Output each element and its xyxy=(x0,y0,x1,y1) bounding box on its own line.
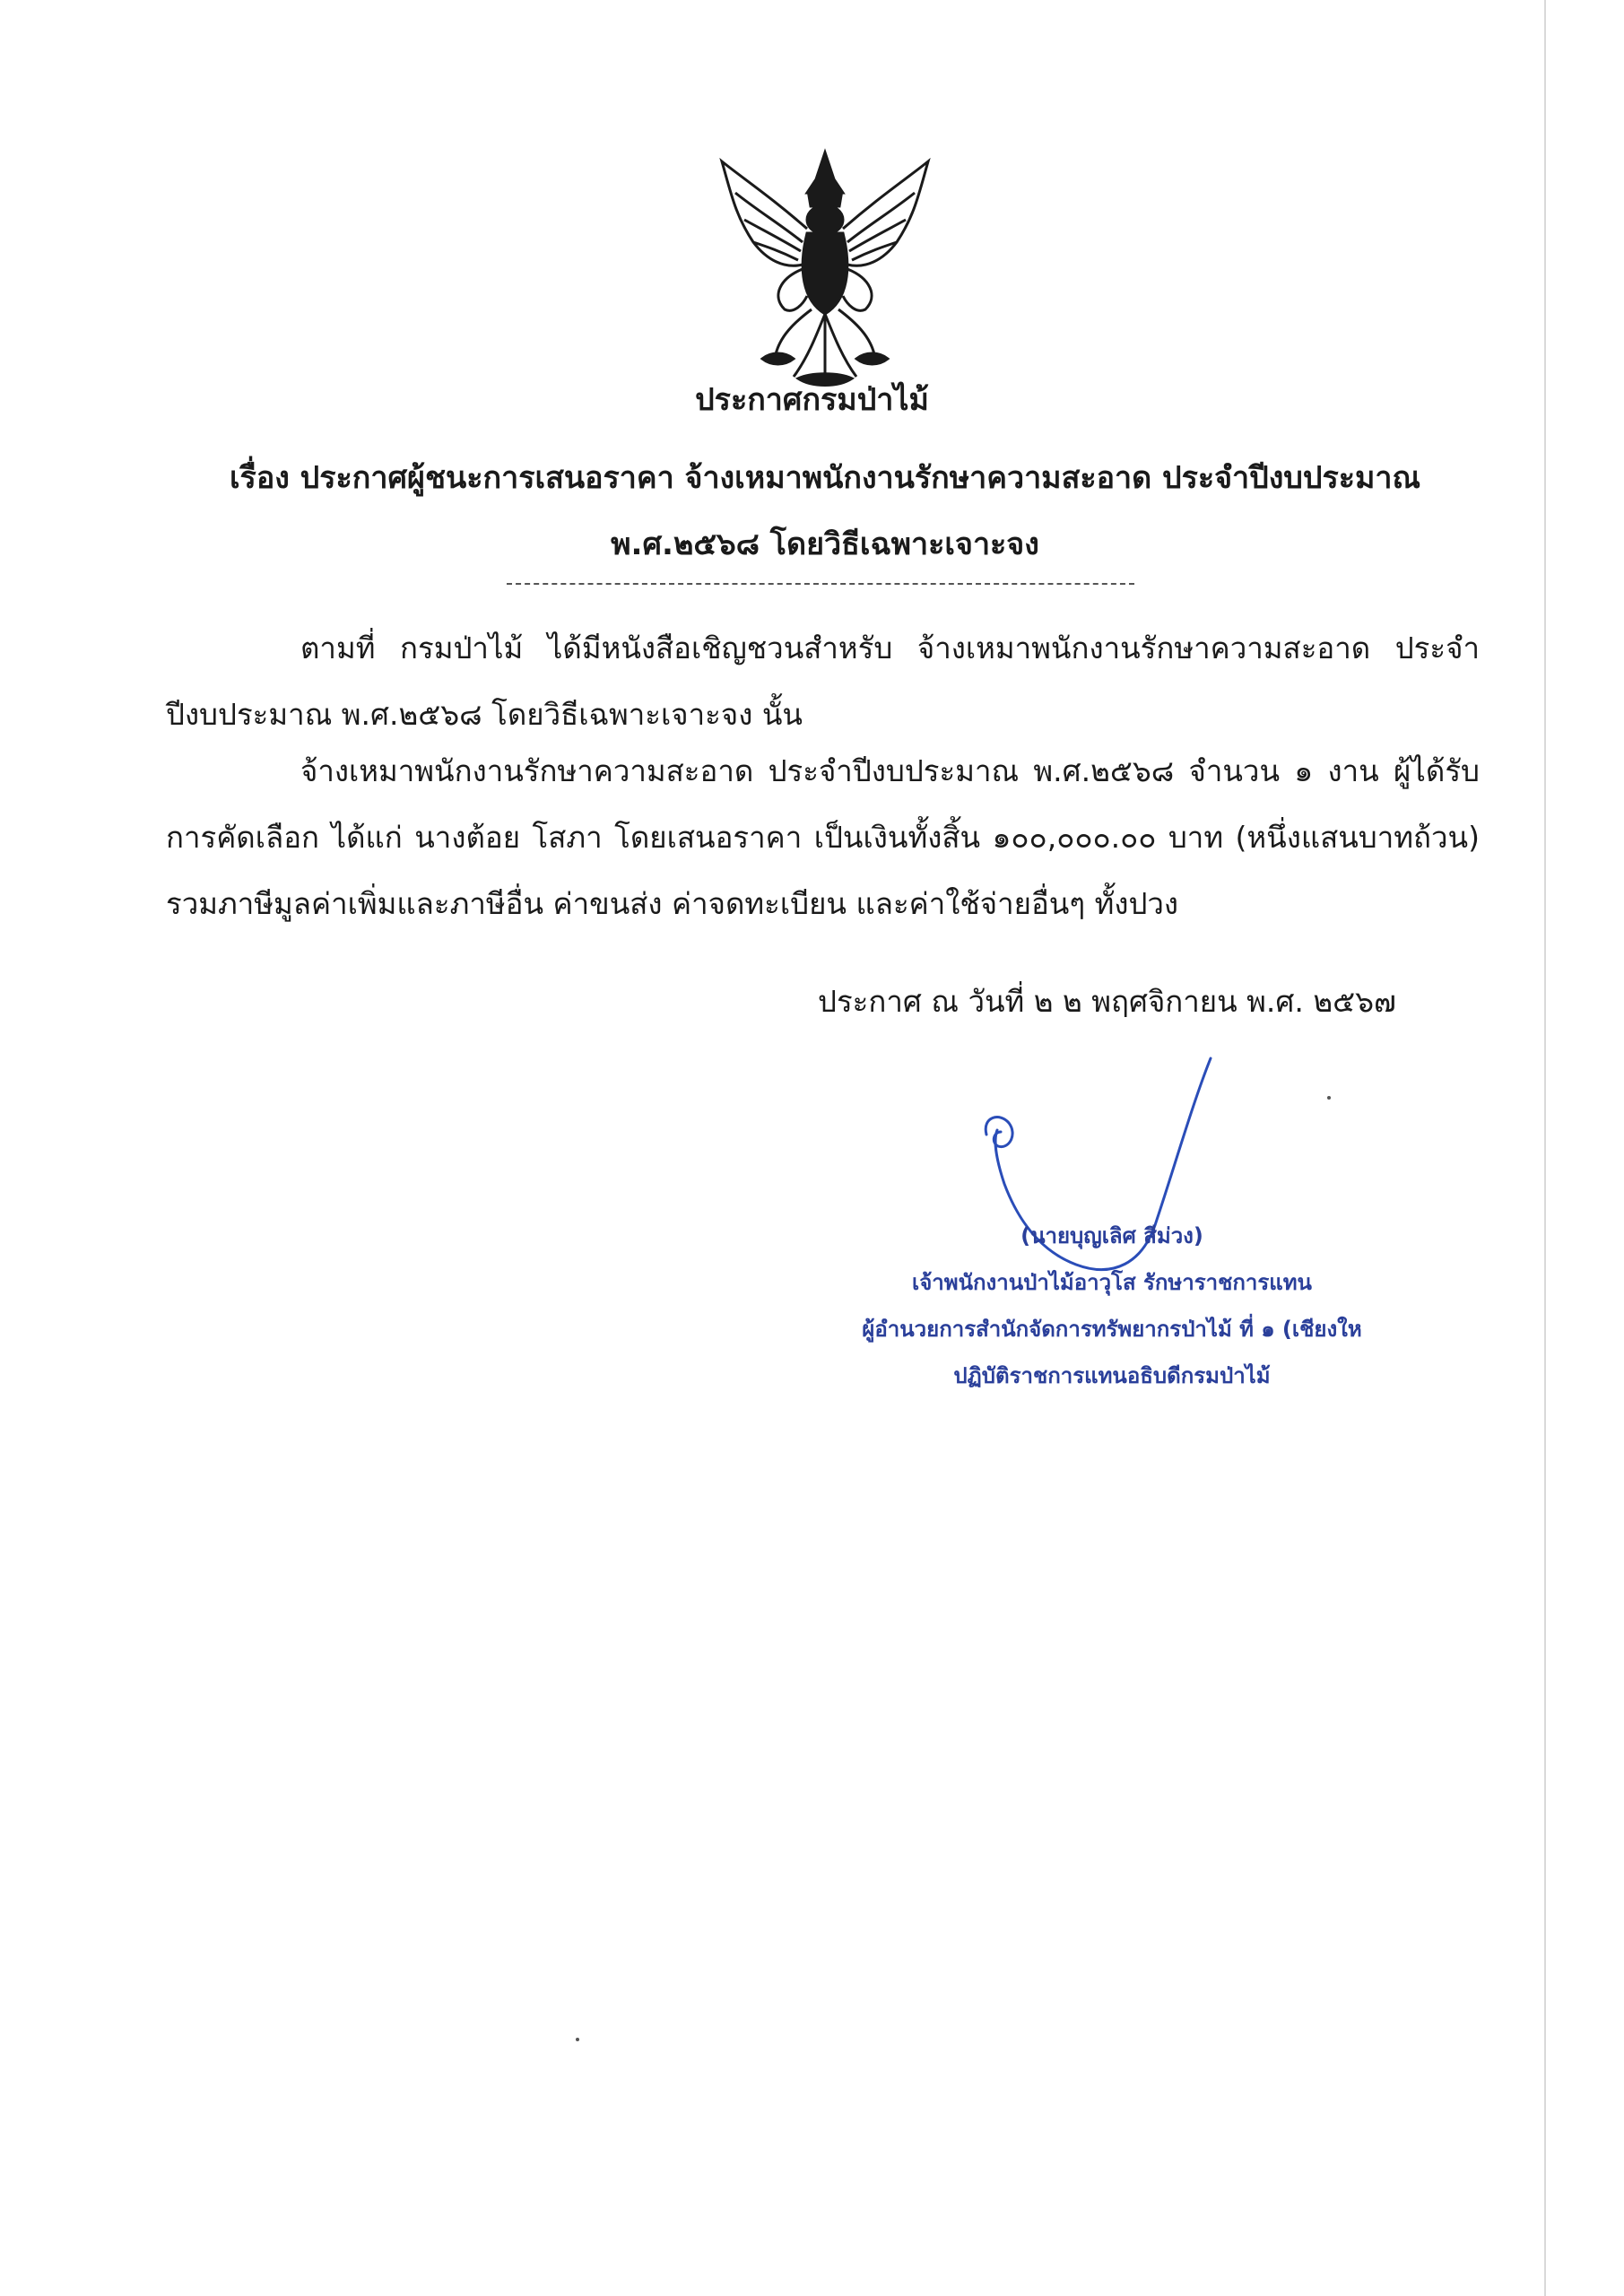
page-edge-line xyxy=(1544,0,1546,2296)
signer-position-2: ผู้อำนวยการสำนักจัดการทรัพยากรป่าไม้ ที่ ๑ (เชียงให xyxy=(862,1317,1362,1342)
handwritten-signature xyxy=(968,1049,1291,1292)
divider-line xyxy=(507,583,1134,585)
announcement-date: ประกาศ ณ วันที่ ๒ ๒ พฤศจิกายน พ.ศ. ๒๕๖๗ xyxy=(818,984,1396,1019)
body-paragraph-1: ตามที่ กรมป่าไม้ ได้มีหนังสือเชิญชวนสำหรับ จ้างเหมาพนักงานรักษาความสะอาด ประจำปีงบประมาณ พ.ศ.๒๕๖๘ โดยวิธีเฉพาะเจาะจง นั้น xyxy=(166,631,1480,732)
announcement-subject: เรื่อง ประกาศผู้ชนะการเสนอราคา จ้างเหมาพนักงานรักษาความสะอาด ประจำปีงบประมาณ พ.ศ.๒๕๖๘ โดยวิธีเฉพาะเจาะจง xyxy=(229,460,1421,562)
stray-mark xyxy=(1327,1096,1331,1100)
signer-position-3: ปฏิบัติราชการแทนอธิบดีกรมป่าไม้ xyxy=(953,1363,1271,1388)
announcement-title: ประกาศกรมป่าไม้ xyxy=(695,382,929,418)
garuda-emblem-icon xyxy=(708,144,942,395)
body-paragraph-2: จ้างเหมาพนักงานรักษาความสะอาด ประจำปีงบประมาณ พ.ศ.๒๕๖๘ จำนวน ๑ งาน ผู้ได้รับการคัดเลือก ได้แก่ นางต้อย โสภา โดยเสนอราคา เป็นเงินทั้งสิ้น ๑๐๐,๐๐๐.๐๐ บาท (หนึ่งแสนบาทถ้วน) รวมภาษีมูลค่าเพิ่มและภาษีอื่น ค่าขนส่ง ค่าจดทะเบียน และค่าใช้จ่ายอื่นๆ ทั้งปวง xyxy=(166,753,1480,921)
signer-name: (นายบุญเลิศ สีม่วง) xyxy=(1020,1223,1203,1248)
stray-mark xyxy=(576,2038,579,2041)
signer-position-1: เจ้าพนักงานป่าไม้อาวุโส รักษาราชการแทน xyxy=(912,1270,1312,1295)
